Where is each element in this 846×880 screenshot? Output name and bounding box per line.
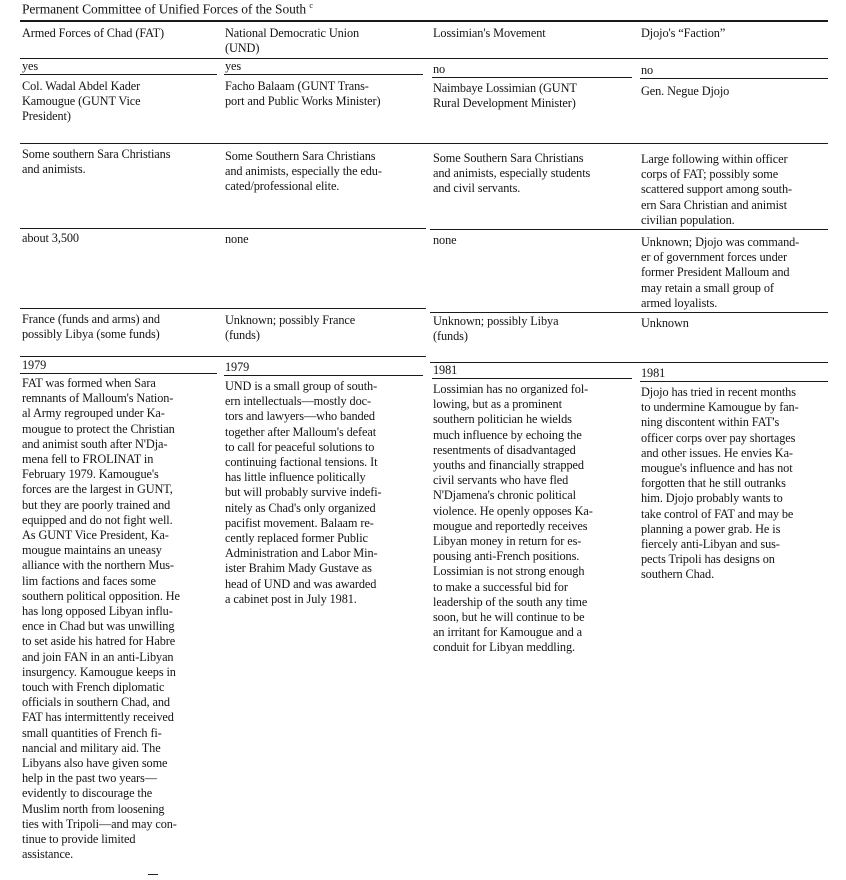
row-support-und: Some Southern Sara Christians and animists, especially the edu- cated/professional elite.	[225, 149, 382, 194]
row-rule	[20, 143, 828, 144]
row-rule	[430, 229, 828, 230]
row-strength-fat: about 3,500	[22, 231, 79, 245]
header-lossimian: Lossimian's Movement	[433, 26, 546, 40]
page-mark	[148, 874, 158, 875]
row-leader-und: Facho Balaam (GUNT Trans- port and Public Works Minister)	[225, 79, 381, 109]
row-rule	[432, 378, 632, 379]
row-narrative-djojo: Djojo has tried in recent months to undermine Kamougue by fan- ning discontent within FAT's officer corps over pay shortages and other issues. He envies Ka- mougue's influence and has not forgotten that he still outranks him. Djojo probably wants to take control of FAT and may be planning a power grab. He is fiercely anti-Libyan and sus- pects Tripoli has designs on southern Chad.	[641, 385, 799, 582]
row-membership-fat: yes	[22, 59, 39, 73]
title-footnote-marker: c	[309, 1, 313, 10]
row-membership-lossimian: no	[433, 62, 446, 76]
row-strength-und: none	[225, 232, 249, 246]
row-year-lossimian: 1981	[433, 363, 458, 377]
row-rule	[432, 77, 632, 78]
row-narrative-fat: FAT was formed when Sara remnants of Malloum's Nation- al Army regrouped under Ka- mougue to protect the Christian and animist south after N'Dja- mena fell to FROLINAT in February 1979. Kamougue's forces are the largest in GUNT, but they are poorly trained and equipped and do not fight well. As GUNT Vice President, Ka- mougue maintains an uneasy alliance with the northern Mus- lim factions and faces some southern political opposition. He has long opposed Libyan influ- ence in Chad but was unwilling to set aside his hatred for Habre and join FAN in an anti-Libyan insurgency. Kamougue keeps in touch with French diplomatic officials in southern Chad, and FAT has intermittently received small quantities of French fi- nancial and military aid. The Libyans also have given some help in the past two years— evidently to discourage the Muslim north from loosening ties with Tripoli—and may con- tinue to provide limited assistance.	[22, 376, 180, 862]
row-backing-und: Unknown; possibly France (funds)	[225, 313, 356, 343]
row-strength-lossimian: none	[433, 233, 457, 247]
row-backing-lossimian: Unknown; possibly Libya (funds)	[433, 314, 559, 344]
row-backing-djojo: Unknown	[641, 316, 689, 330]
table-title: Permanent Committee of Unified Forces of the South $^c$	[22, 1, 313, 17]
row-membership-djojo: no	[641, 63, 654, 77]
row-support-lossimian: Some Southern Sara Christians and animists, especially students and civil servants.	[433, 151, 591, 196]
row-rule	[640, 78, 828, 79]
row-narrative-lossimian: Lossimian has no organized fol- lowing, but as a prominent southern politician he wields much influence by echoing the resentments of disadvantaged youths and financially strapped civil servants who have fled N'Djamena's chronic political violence. He openly opposes Ka- mougue and reportedly receives Libyan money in return for es- pousing anti-French positions. Lossimian is not strong enough to make a successful bid for leadership of the south any time soon, but he will continue to be an irritant for Kamougue and a conduit for Libyan meddling.	[433, 382, 593, 655]
header-fat: Armed Forces of Chad (FAT)	[22, 26, 164, 40]
row-support-djojo: Large following within officer corps of FAT; possibly some scattered support among south- ern Sara Christian and animist civilian population.	[641, 152, 793, 227]
row-narrative-und: UND is a small group of south- ern intellectuals—mostly doc- tors and lawyers—who banded together after Malloum's defeat to call for peaceful solutions to continuing factional tensions. It has little influence politically but will probably survive indefi- nitely as Chad's only organized pacifist movement. Balaam re- cently replaced former Public Administration and Labor Min- ister Brahim Mady Gustave as head of UND and was awarded a cabinet post in July 1981.	[225, 379, 382, 606]
row-rule	[20, 373, 217, 374]
row-leader-fat: Col. Wadal Abdel Kader Kamougue (GUNT Vice President)	[22, 79, 141, 124]
row-rule	[20, 308, 426, 309]
row-rule	[430, 312, 828, 313]
header-djojo: Djojo's “Faction”	[641, 26, 726, 40]
row-membership-und: yes	[225, 59, 242, 73]
row-rule	[640, 381, 828, 382]
row-rule	[20, 228, 426, 229]
title-rule	[20, 20, 828, 22]
row-rule	[224, 74, 423, 75]
row-leader-lossimian: Naimbaye Lossimian (GUNT Rural Development Minister)	[433, 81, 577, 111]
row-support-fat: Some southern Sara Christians and animists.	[22, 147, 171, 177]
row-year-djojo: 1981	[641, 366, 666, 380]
row-year-fat: 1979	[22, 358, 47, 372]
row-rule	[224, 375, 423, 376]
row-leader-djojo: Gen. Negue Djojo	[641, 84, 730, 98]
row-rule	[20, 356, 426, 357]
row-backing-fat: France (funds and arms) and possibly Libya (some funds)	[22, 312, 160, 342]
header-und: National Democratic Union (UND)	[225, 26, 360, 56]
row-rule	[20, 74, 217, 75]
row-strength-djojo: Unknown; Djojo was command- er of government forces under former President Malloum and may retain a small group of armed loyalists.	[641, 235, 800, 310]
row-year-und: 1979	[225, 360, 250, 374]
